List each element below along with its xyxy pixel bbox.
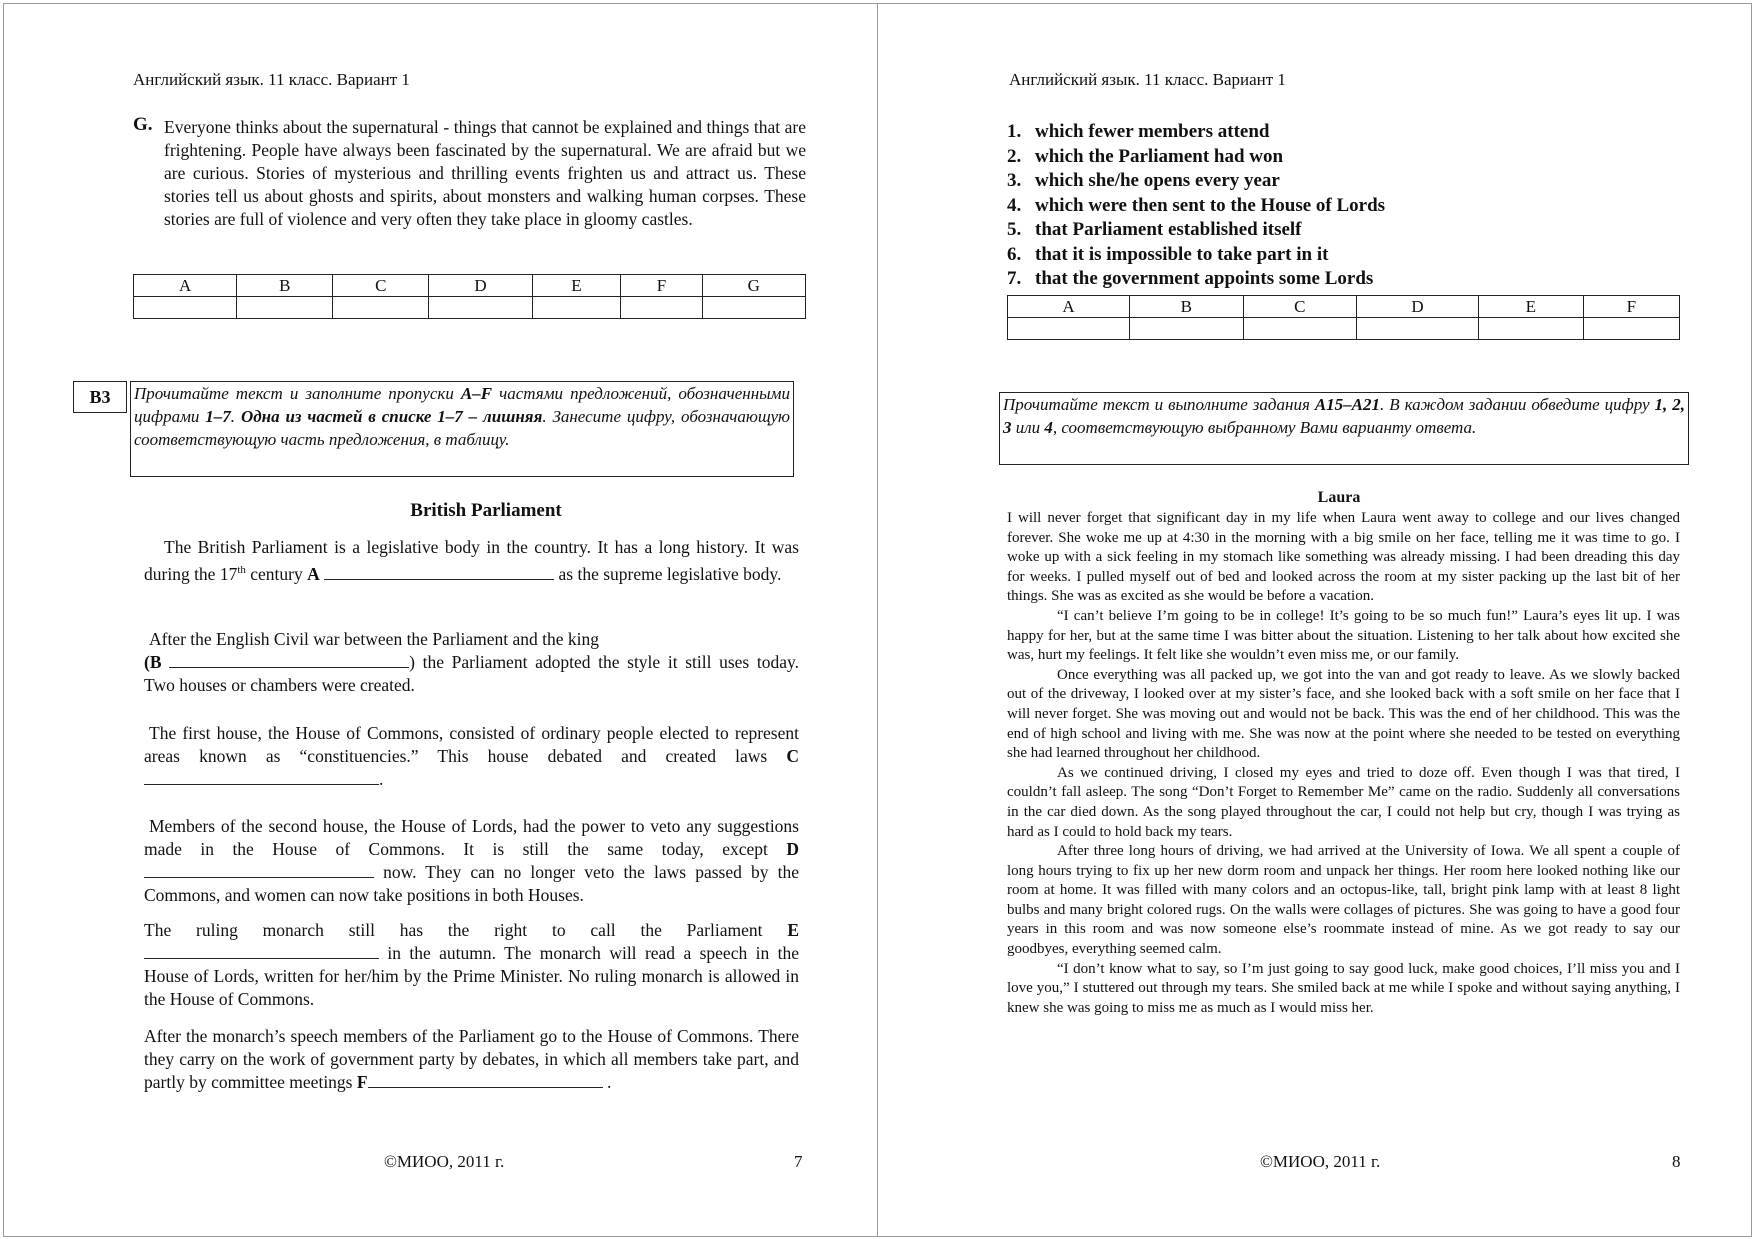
table-header-cell: D [429,275,532,297]
task-label: B3 [89,387,111,407]
answer-cell[interactable] [237,297,333,319]
page-number: 8 [1672,1152,1681,1171]
gap-b[interactable] [169,653,409,668]
answer-cell[interactable] [1008,318,1130,340]
list-item: 7. that the government appoints some Lords [1007,268,1374,289]
table-header-cell: G [702,275,805,297]
answer-cell[interactable] [1356,318,1478,340]
paragraph-e: The ruling monarch still has the right to call the Parliament E in the autumn. The monarch will read a speech in the House of Lords, written for her/him by the Prime Minister. No ruling monarch is allowed in the House of Commons. [144,920,800,1009]
story-text [1007,509,1680,1018]
answer-table-right [1007,295,1680,340]
text-title: British Parliament [410,500,562,521]
list-item: 5. that Parliament established itself [1007,219,1302,240]
answer-table-top [133,274,806,319]
paragraph-d: Members of the second house, the House of Lords, had the power to veto any suggestions made in the House of Commons. It is still the same today, except D now. They can no longer veto the laws passed by the Commons, and women can now take positions in both Houses. [144,816,799,905]
page-header: Английский язык. 11 класс. Вариант 1 [1009,70,1286,89]
table-header-cell: D [1356,296,1478,318]
gap-e[interactable] [144,944,379,959]
paragraph-a: The British Parliament is a legislative body in the country. It has a long history. It was during the 17th century A as the supreme legislative body. [144,537,799,584]
gap-f[interactable] [368,1073,603,1088]
page-header: Английский язык. 11 класс. Вариант 1 [133,70,410,89]
page-number: 7 [794,1152,803,1171]
paragraph-c: The first house, the House of Commons, consisted of ordinary people elected to represent areas known as “constituencies.” This house debated and created laws C . [144,723,799,789]
page-footer: ©МИОО, 2011 г. [384,1152,505,1171]
list-item: 1. which fewer members attend [1007,121,1270,142]
list-item: 6. that it is impossible to take part in it [1007,243,1329,265]
answer-cell[interactable] [134,297,237,319]
list-item: 2. which the Parliament had won [1007,145,1284,167]
options-list [1007,120,1687,292]
list-item: 3. which she/he opens every year [1007,170,1280,191]
answer-cell[interactable] [702,297,805,319]
task-instruction: Прочитайте текст и заполните пропуски A–F частями предложений, обозначенными цифрами 1–7. Одна из частей в списке 1–7 – лишняя. Занесите цифру, обозначающую соответствующую часть предложения, в таблицу. [130,381,794,477]
story-paragraph: After three long hours of driving, we had arrived at the University of Iowa. We all spent a couple of long hours trying to fix up her new dorm room and unpack her things. Her room here looked nothing like our room at home. It was filled with many colors and an octopus-like, tall, bright pink lamp with at least 8 light bulbs and many bright colored rugs. On the walls were collages of pictures. She was going to have a good four years in this room and was now someone else’s roommate instead of mine. As we got ready to say our goodbyes, everything seemed calm. [1007,843,1680,958]
table-header-cell: F [621,275,702,297]
answer-cell[interactable] [1130,318,1243,340]
answer-cell[interactable] [429,297,532,319]
table-header-cell: B [237,275,333,297]
story-title: Laura [1317,489,1361,506]
task-label-box [73,381,127,413]
g-paragraph: Everyone thinks about the supernatural - things that cannot be explained and things that are frightening. People have always been fascinated by the supernatural. We are afraid but we are curious. Stories of mysterious and thrilling events frighten us and attract us. These stories tell us about ghosts and spirits, about monsters and walking human corpses. These stories are full of violence and very often they take place in gloomy castles. [164,117,806,229]
story-paragraph: I will never forget that significant day in my life when Laura went away to college and our lives changed forever. She woke me up at 4:30 in the morning with a big smile on her face, telling me it was time to go. I woke up with a sick feeling in my stomach like something was already missing. I had been dreading this day for weeks. I pulled myself out of bed and looked across the room at my sister packing up the last bit of her things. She was as excited as she would be before a vacation. [1007,510,1680,605]
table-header-cell: C [1243,296,1356,318]
table-header-cell: E [532,275,621,297]
table-header-cell: E [1479,296,1584,318]
table-header-cell: F [1583,296,1679,318]
gap-d[interactable] [144,863,374,878]
g-letter: G. [133,114,153,135]
table-header-cell: B [1130,296,1243,318]
table-header-cell: A [134,275,237,297]
list-item: 4. which were then sent to the House of Lords [1007,194,1386,216]
paragraph-f: After the monarch’s speech members of the Parliament go to the House of Commons. There they carry on the work of government party by debates, in which all members take part, and partly by committee meetings F . [144,1026,799,1092]
answer-cell[interactable] [1583,318,1679,340]
story-paragraph: “I can’t believe I’m going to be in college! It’s going to be so much fun!” Laura’s eyes lit up. I was happy for her, but at the same time I was bitter about the situation. Listening to her talk about how excited she was, hurt my feelings. It felt like she wouldn’t even miss me, or our family. [1007,607,1680,664]
task-instruction: Прочитайте текст и выполните задания A15–A21. В каждом задании обведите цифру 1, 2, 3 или 4, соответствующую выбранному Вами варианту ответа. [999,392,1689,465]
table-header-cell: C [333,275,429,297]
gap-c[interactable] [144,770,379,785]
answer-cell[interactable] [1479,318,1584,340]
table-header-cell: A [1008,296,1130,318]
page-footer: ©МИОО, 2011 г. [1260,1152,1381,1171]
right-page [877,0,1754,1239]
answer-cell[interactable] [532,297,621,319]
answer-cell[interactable] [333,297,429,319]
gap-a[interactable] [324,565,554,580]
story-paragraph: Once everything was all packed up, we got into the van and got ready to leave. As we slowly backed out of the driveway, I looked over at my sister’s face, and she looked back with a soft smile on her face that I will never forget. She was moving out and would not be back. This was the end of her childhood. This was the end of high school and living with me. She was now at the point where she needed to be tested on everything she had learned throughout her childhood. [1007,666,1680,762]
answer-cell[interactable] [621,297,702,319]
story-paragraph: As we continued driving, I closed my eyes and tried to doze off. Even though I was that tired, I couldn’t fall asleep. The song “Don’t Forget to Remember Me” came on the radio. Suddenly all conversations in the car died down. As the song played throughout the car, I could not help but cry, though I was trying as hard as I could to hold back my tears. [1007,764,1680,840]
paragraph-b: After the English Civil war between the Parliament and the king (B ) the Parliament adopted the style it still uses today. Two houses or chambers were created. [144,629,799,695]
story-paragraph: “I don’t know what to say, so I’m just going to say good luck, make good choices, I’ll miss you and I love you,” I stuttered out through my tears. She smiled back at me while I spoke and without saying anything, I knew she was going to miss me as much as I would miss her. [1007,960,1680,1016]
answer-cell[interactable] [1243,318,1356,340]
